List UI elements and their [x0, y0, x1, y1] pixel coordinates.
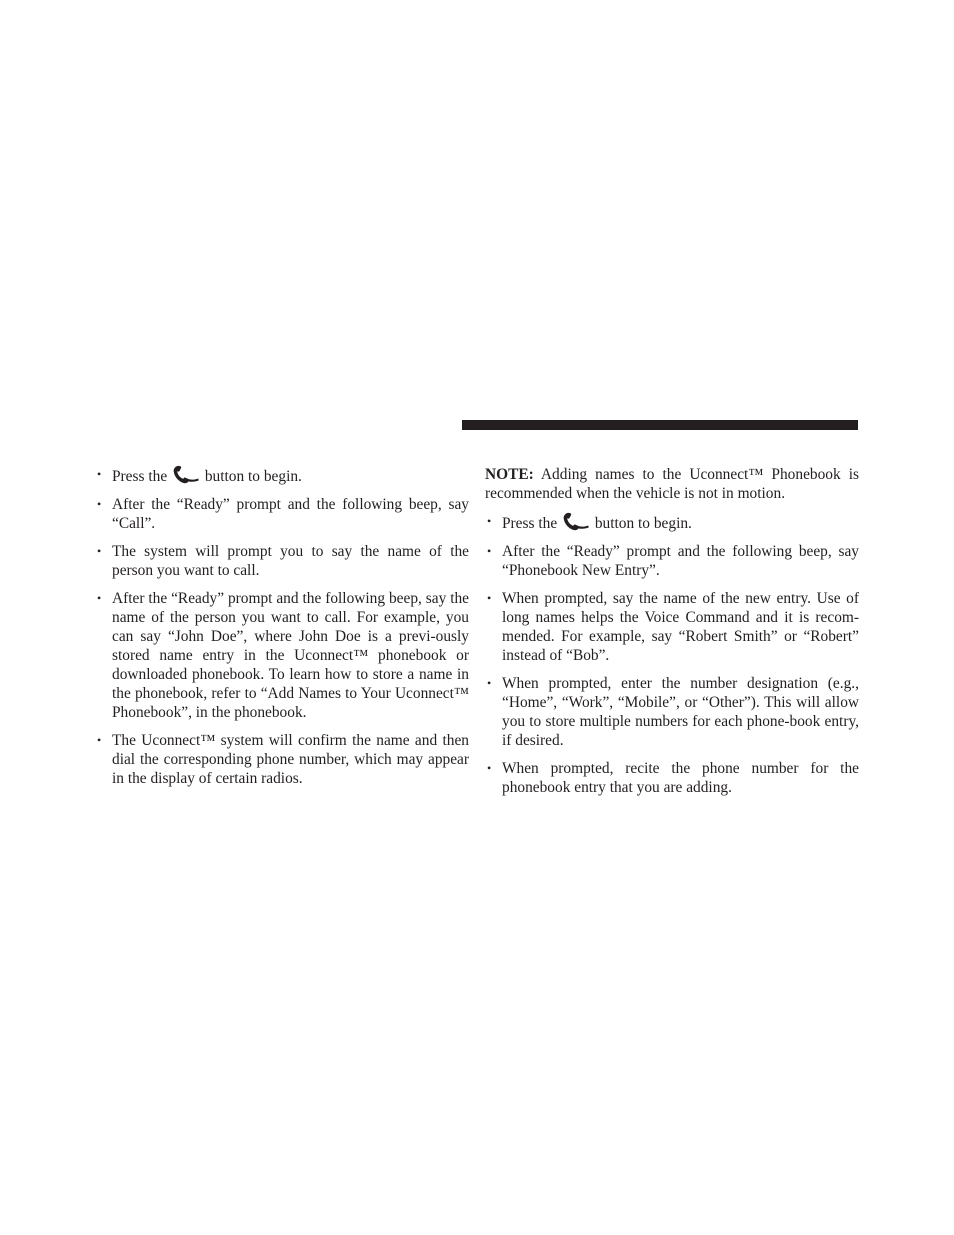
list-item: • When prompted, say the name of the new entry. Use of long names helps the Voice Command and it is recom-mended. For example, say “Robert Smith” or “Robert” instead of “Bob”. — [485, 589, 859, 665]
list-item: • The Uconnect™ system will confirm the name and then dial the corresponding phone number, which may appear in the display of certain radios. — [95, 731, 469, 788]
section-header-bar — [462, 420, 858, 430]
phone-icon — [562, 512, 590, 531]
list-item: • After the “Ready” prompt and the following beep, say the name of the person you want to call. For example, you can say “John Doe”, where John Doe is a previ-ously stored name entry in the Uconnect™ phonebook or downloaded phonebook. To learn how to store a name in the phonebook, refer to “Add Names to Your Uconnect™ Phonebook”, in the phonebook. — [95, 589, 469, 722]
list-item: • When prompted, enter the number designation (e.g., “Home”, “Work”, “Mobile”, or “Other”). This will allow you to store multiple numbers for each phone-book entry, if desired. — [485, 674, 859, 750]
left-bullet-list — [95, 465, 469, 788]
right-bullet-list — [485, 512, 859, 797]
left-column — [95, 465, 469, 797]
list-item: • After the “Ready” prompt and the following beep, say “Phonebook New Entry”. — [485, 542, 859, 580]
note-paragraph — [485, 465, 859, 503]
note-text: Adding names to the Uconnect™ Phonebook is recommended when the vehicle is not in motion. — [485, 466, 859, 502]
list-item — [95, 465, 469, 486]
bullet-text-after-icon: button to begin. — [201, 468, 302, 485]
list-item: • When prompted, recite the phone number for the phonebook entry that you are adding. — [485, 759, 859, 797]
bullet-text-after-icon: button to begin. — [591, 515, 692, 532]
list-item: • The system will prompt you to say the name of the person you want to call. — [95, 542, 469, 580]
bullet-text-before-icon: Press the — [112, 468, 171, 485]
list-item — [485, 512, 859, 533]
bullet-text-before-icon: Press the — [502, 515, 561, 532]
right-column — [485, 465, 859, 806]
list-item: • After the “Ready” prompt and the following beep, say “Call”. — [95, 495, 469, 533]
note-label: NOTE: — [485, 466, 534, 483]
phone-icon — [172, 465, 200, 484]
